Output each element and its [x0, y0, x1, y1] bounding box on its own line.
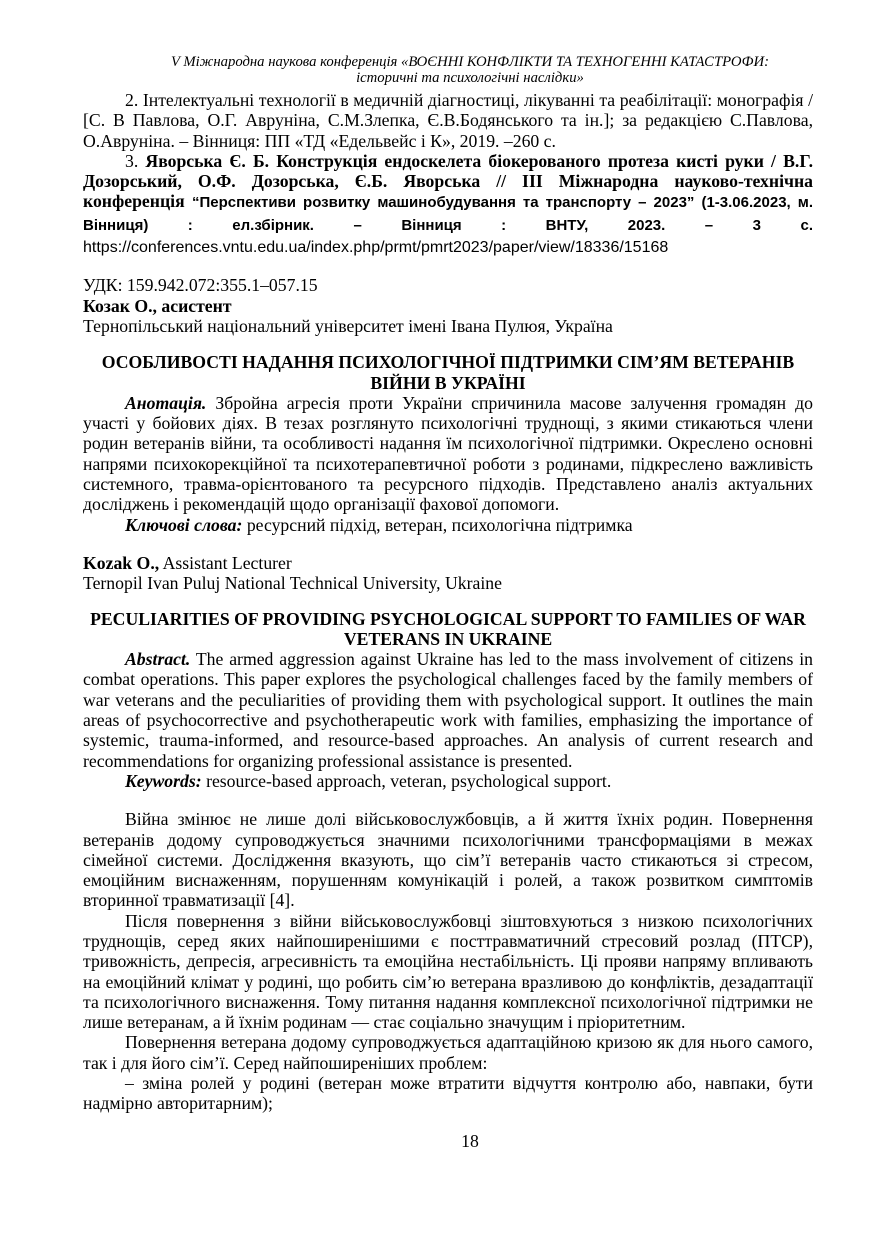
author-name: Козак О., асистент: [83, 295, 232, 316]
article-title-en: PECULIARITIES OF PROVIDING PSYCHOLOGICAL SUPPORT TO FAMILIES OF WAR VETERANS IN UKRAINE: [90, 608, 806, 649]
author-affiliation: Тернопільський національний університет імені Івана Пулюя, Україна: [83, 315, 613, 336]
author-affiliation-en: Ternopil Ivan Puluj National Technical University, Ukraine: [83, 573, 502, 594]
reference-url: https://conferences.vntu.edu.ua/index.php/prmt/pmrt2023/paper/view/18336/15168: [83, 239, 669, 257]
keywords-label-en: Keywords:: [125, 770, 202, 791]
body-paragraph: Після повернення з війни військовослужбовці зіштовхуються з низкою психологічних труднощів, серед яких найпоширенішими є посттравматичний стресовий розлад (ПТСР), тривожність, депресія, агресивність та емоційна нестабільність. Ці прояви напряму впливають на емоційний клімат у родині, що робить сім’ю ветерана вразливою до конфліктів, дезадаптації та психологічного виснаження. Тому питання надання комплексної психологічної підтримки не лише ветеранам, а й їхнім родинам — стає соціально значущим і пріоритетним.: [83, 910, 813, 1033]
keywords-label: Ключові слова:: [125, 514, 243, 535]
keywords-paragraph-en: [83, 771, 813, 791]
abstract-label: Abstract.: [125, 649, 191, 670]
reference-item: 2. Інтелектуальні технології в медичній діагностиці, лікуванні та реабілітації: монографія / [С. В Павлова, О.Г. Авруніна, С.М.Злепка, Є.В.Бодянського та ін.]; за редакцією С.Павлова, О.Авруніна. – Вінниця: ПП «ТД «Едельвейс і К», 2019. –260 с.: [83, 90, 813, 151]
running-header: [83, 54, 813, 86]
udc-code: УДК: 159.942.072:355.1–057.15: [83, 275, 318, 296]
reference-number: 3.: [125, 150, 139, 171]
body-paragraph: Повернення ветерана додому супроводжується адаптаційною кризою як для нього самого, так і для його сім’ї. Серед найпоширеніших проблем:: [83, 1032, 813, 1073]
annotation-text: Збройна агресія проти України спричинила масове залучення громадян до участі у бойових діях. В тезах розглянуто психологічні труднощі, з якими стикаються члени родин ветеранів війни, та особливості надання їм психологічної підтримки. Окреслено основні напрями психокорекційної та психотерапевтичної роботи з родинами, підкреслено важливість системного, травма-орієнтованого та ресурсного підходів. Представлено аналіз актуальних досліджень і рекомендацій щодо організації фахової допомоги.: [83, 392, 813, 515]
article-title: ОСОБЛИВОСТІ НАДАННЯ ПСИХОЛОГІЧНОЇ ПІДТРИМКИ СІМ’ЯМ ВЕТЕРАНІВ ВІЙНИ В УКРАЇНІ: [101, 352, 795, 393]
abstract-text: The armed aggression against Ukraine has led to the mass involvement of citizens in combat operations. This paper explores the psychological challenges faced by the family members of war veterans and the peculiarities of providing them with psychological support. It outlines the main areas of psychocorrective and psychotherapeutic work with families, emphasizing the importance of systemic, trauma-informed, and resource-based approaches. An analysis of current research and recommendations for organizing professional assistance is presented.: [83, 649, 813, 771]
reference-authors-title: Яворська Є. Б. Конструкція ендоскелета біокерованого протеза кисті руки / В.Г. Дозорський, О.Ф. Дозорська, Є.Б. Яворська // ІІІ Міжнародна науково-технічна конференція: [83, 150, 814, 212]
running-header-line: історичні та психологічні наслідки»: [356, 70, 584, 86]
author-position-en: Assistant Lecturer: [162, 552, 292, 573]
annotation-label: Анотація.: [125, 392, 207, 413]
list-item: – зміна ролей у родині (ветеран може втратити відчуття контролю або, навпаки, бути надмірно авторитарним);: [83, 1073, 813, 1114]
body-paragraph: Війна змінює не лише долі військовослужбовців, а й життя їхніх родин. Повернення ветеранів додому супроводжується значними психологічними трансформаціями в межах сімейної системи. Дослідження вказують, що сім’ї ветеранів часто стикаються зі стресом, емоційним виснаженням, порушенням комунікацій і ролей, а також розвитком симптомів вторинної травматизації [4].: [83, 809, 813, 911]
author-line-en: [83, 553, 813, 573]
reference-item: [83, 151, 813, 258]
page-number: 18: [461, 1130, 479, 1151]
running-header-line: V Міжнародна наукова конференція «ВОЄННІ КОНФЛІКТИ ТА ТЕХНОГЕННІ КАТАСТРОФИ:: [170, 54, 769, 70]
keywords-text-en: resource-based approach, veteran, psychological support.: [206, 770, 612, 791]
keywords-text: ресурсний підхід, ветеран, психологічна підтримка: [246, 514, 633, 535]
abstract-paragraph: [83, 649, 813, 771]
text-column: [83, 54, 813, 1151]
keywords-paragraph: [83, 515, 813, 535]
reference-source: “Перспективи розвитку машинобудування та транспорту – 2023” (1-3.06.2023, м. Вінниця) : ел.збірник. – Вінниця : ВНТУ, 2023. – 3 с.: [83, 194, 814, 234]
author-name-en: Kozak O.,: [83, 552, 160, 573]
annotation-paragraph: [83, 393, 813, 515]
